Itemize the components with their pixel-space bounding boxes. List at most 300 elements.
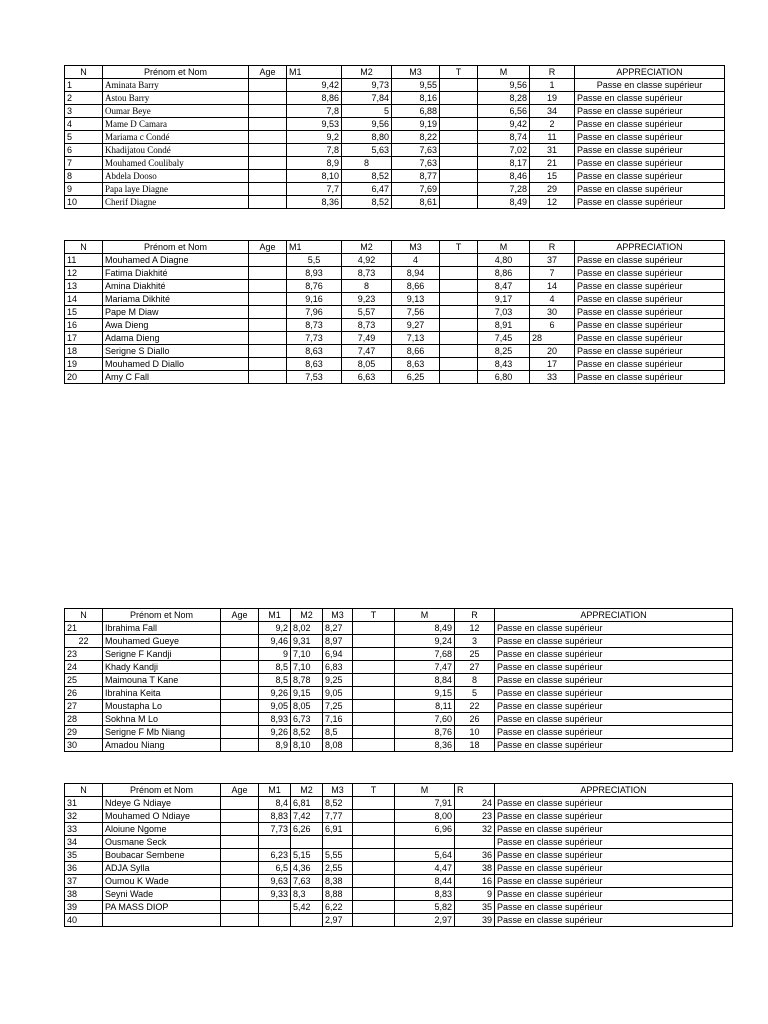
cell-m2: 7,10 bbox=[291, 648, 323, 661]
cell-m2: 7,84 bbox=[342, 92, 392, 105]
cell-name: Serigne F Mb Niang bbox=[103, 726, 221, 739]
cell-m2: 8,10 bbox=[291, 739, 323, 752]
grade-table-3 bbox=[64, 608, 733, 752]
table-row bbox=[65, 105, 725, 118]
table-row bbox=[65, 797, 733, 810]
cell-r: 2 bbox=[530, 118, 575, 131]
cell-r: 4 bbox=[530, 293, 575, 306]
cell-name: Amadou Niang bbox=[103, 739, 221, 752]
cell-t bbox=[353, 810, 395, 823]
cell-n: 36 bbox=[65, 862, 103, 875]
cell-n: 20 bbox=[65, 371, 103, 384]
cell-n: 18 bbox=[65, 345, 103, 358]
cell-r: 15 bbox=[530, 170, 575, 183]
cell-r: 12 bbox=[455, 622, 495, 635]
cell-m1: 8,93 bbox=[287, 267, 342, 280]
cell-t bbox=[353, 849, 395, 862]
cell-appreciation: Passe en classe supérieur bbox=[495, 687, 733, 700]
cell-n: 25 bbox=[65, 674, 103, 687]
table-row bbox=[65, 319, 725, 332]
header-m3: M3 bbox=[323, 784, 353, 797]
cell-age bbox=[249, 144, 287, 157]
grade-table-2 bbox=[64, 240, 725, 384]
cell-t bbox=[440, 280, 478, 293]
cell-appreciation: Passe en classe supérieur bbox=[495, 875, 733, 888]
cell-n: 10 bbox=[65, 196, 103, 209]
cell-m2: 9,31 bbox=[291, 635, 323, 648]
table-row bbox=[65, 914, 733, 927]
header-appreciation: APPRECIATION bbox=[575, 241, 725, 254]
cell-age bbox=[249, 319, 287, 332]
header-age: Age bbox=[221, 784, 259, 797]
cell-m: 6,96 bbox=[395, 823, 455, 836]
cell-age bbox=[221, 914, 259, 927]
table-row bbox=[65, 849, 733, 862]
cell-m1: 7,73 bbox=[287, 332, 342, 345]
cell-age bbox=[221, 661, 259, 674]
cell-age bbox=[249, 118, 287, 131]
cell-m3: 8,94 bbox=[392, 267, 440, 280]
cell-m1: 5,5 bbox=[287, 254, 342, 267]
cell-m: 8,49 bbox=[395, 622, 455, 635]
cell-appreciation: Passe en classe supérieur bbox=[575, 306, 725, 319]
cell-n: 3 bbox=[65, 105, 103, 118]
cell-m3: 2,97 bbox=[323, 914, 353, 927]
cell-t bbox=[353, 648, 395, 661]
cell-m: 8,28 bbox=[478, 92, 530, 105]
cell-m1: 7,73 bbox=[259, 823, 291, 836]
table-row bbox=[65, 810, 733, 823]
cell-m1: 8,73 bbox=[287, 319, 342, 332]
cell-r: 29 bbox=[530, 183, 575, 196]
cell-name: Amina Diakhité bbox=[103, 280, 249, 293]
header-r: R bbox=[530, 241, 575, 254]
header-m: M bbox=[478, 66, 530, 79]
cell-name: Khady Kandji bbox=[103, 661, 221, 674]
cell-m bbox=[395, 836, 455, 849]
grade-table-1 bbox=[64, 65, 725, 209]
cell-t bbox=[353, 914, 395, 927]
cell-age bbox=[221, 888, 259, 901]
cell-n: 32 bbox=[65, 810, 103, 823]
table-row bbox=[65, 739, 733, 752]
cell-m3: 9,55 bbox=[392, 79, 440, 92]
cell-m: 9,24 bbox=[395, 635, 455, 648]
cell-t bbox=[440, 170, 478, 183]
cell-m1: 9,26 bbox=[259, 726, 291, 739]
cell-m2: 9,23 bbox=[342, 293, 392, 306]
cell-m3: 7,63 bbox=[392, 157, 440, 170]
cell-appreciation: Passe en classe supérieur bbox=[575, 144, 725, 157]
header-m2: M2 bbox=[291, 609, 323, 622]
table-row bbox=[65, 862, 733, 875]
cell-r: 30 bbox=[530, 306, 575, 319]
cell-m3: 8,61 bbox=[392, 196, 440, 209]
cell-r: 36 bbox=[455, 849, 495, 862]
cell-t bbox=[440, 131, 478, 144]
cell-m: 8,74 bbox=[478, 131, 530, 144]
cell-m: 6,80 bbox=[478, 371, 530, 384]
cell-m3: 6,25 bbox=[392, 371, 440, 384]
header-age: Age bbox=[249, 66, 287, 79]
cell-m2: 8,80 bbox=[342, 131, 392, 144]
cell-m1: 8,5 bbox=[259, 661, 291, 674]
cell-m1 bbox=[259, 836, 291, 849]
cell-m3: 8,66 bbox=[392, 345, 440, 358]
cell-m: 7,60 bbox=[395, 713, 455, 726]
table-row bbox=[65, 687, 733, 700]
cell-name: Aloiune Ngome bbox=[103, 823, 221, 836]
cell-age bbox=[221, 849, 259, 862]
cell-n: 17 bbox=[65, 332, 103, 345]
cell-age bbox=[221, 875, 259, 888]
cell-r: 27 bbox=[455, 661, 495, 674]
cell-appreciation: Passe en classe supérieur bbox=[575, 118, 725, 131]
cell-t bbox=[353, 888, 395, 901]
cell-name: Abdela Dooso bbox=[103, 170, 249, 183]
table-row bbox=[65, 901, 733, 914]
cell-m: 7,03 bbox=[478, 306, 530, 319]
cell-appreciation: Passe en classe supérieur bbox=[575, 105, 725, 118]
cell-m1: 8,83 bbox=[259, 810, 291, 823]
cell-t bbox=[353, 622, 395, 635]
table-row bbox=[65, 875, 733, 888]
cell-t bbox=[440, 118, 478, 131]
cell-appreciation: Passe en classe supérieur bbox=[495, 823, 733, 836]
cell-m3: 5,55 bbox=[323, 849, 353, 862]
table-row bbox=[65, 836, 733, 849]
cell-name: Astou Barry bbox=[103, 92, 249, 105]
cell-r: 32 bbox=[455, 823, 495, 836]
cell-m1: 8,93 bbox=[259, 713, 291, 726]
cell-n: 40 bbox=[65, 914, 103, 927]
cell-m: 9,15 bbox=[395, 687, 455, 700]
header-name: Prénom et Nom bbox=[103, 784, 221, 797]
cell-m1: 6,5 bbox=[259, 862, 291, 875]
cell-m1: 8,63 bbox=[287, 358, 342, 371]
cell-r: 9 bbox=[455, 888, 495, 901]
table-row bbox=[65, 131, 725, 144]
cell-n: 29 bbox=[65, 726, 103, 739]
cell-m3: 6,94 bbox=[323, 648, 353, 661]
cell-m3: 9,19 bbox=[392, 118, 440, 131]
cell-appreciation: Passe en classe supérieur bbox=[575, 131, 725, 144]
cell-age bbox=[249, 79, 287, 92]
cell-t bbox=[440, 371, 478, 384]
cell-r: 16 bbox=[455, 875, 495, 888]
header-name: Prénom et Nom bbox=[103, 241, 249, 254]
cell-appreciation: Passe en classe supérieur bbox=[495, 700, 733, 713]
cell-m2: 9,73 bbox=[342, 79, 392, 92]
cell-age bbox=[221, 739, 259, 752]
grade-table-4 bbox=[64, 783, 733, 927]
cell-appreciation: Passe en classe supérieur bbox=[575, 332, 725, 345]
cell-m1: 9,26 bbox=[259, 687, 291, 700]
header-r: R bbox=[530, 66, 575, 79]
cell-n: 16 bbox=[65, 319, 103, 332]
cell-m: 7,45 bbox=[478, 332, 530, 345]
header-row bbox=[65, 241, 725, 254]
cell-name: Khadijatou Condé bbox=[103, 144, 249, 157]
cell-r: 17 bbox=[530, 358, 575, 371]
cell-n: 31 bbox=[65, 797, 103, 810]
cell-m3: 8,97 bbox=[323, 635, 353, 648]
cell-appreciation: Passe en classe supérieur bbox=[495, 739, 733, 752]
table-row bbox=[65, 726, 733, 739]
cell-t bbox=[440, 183, 478, 196]
header-r: R bbox=[455, 609, 495, 622]
cell-appreciation: Passe en classe supérieur bbox=[575, 319, 725, 332]
cell-m: 4,80 bbox=[478, 254, 530, 267]
cell-n: 23 bbox=[65, 648, 103, 661]
cell-name: Mariama c Condé bbox=[103, 131, 249, 144]
header-r: R bbox=[455, 784, 495, 797]
cell-r: 38 bbox=[455, 862, 495, 875]
cell-m2: 8,52 bbox=[291, 726, 323, 739]
cell-m: 8,47 bbox=[478, 280, 530, 293]
cell-r: 14 bbox=[530, 280, 575, 293]
cell-appreciation: Passe en classe supérieur bbox=[575, 293, 725, 306]
cell-t bbox=[353, 797, 395, 810]
cell-m1: 8,9 bbox=[259, 739, 291, 752]
table-row bbox=[65, 371, 725, 384]
cell-appreciation: Passe en classe supérieur bbox=[495, 901, 733, 914]
cell-m3: 9,27 bbox=[392, 319, 440, 332]
cell-age bbox=[221, 901, 259, 914]
cell-m2: 9,56 bbox=[342, 118, 392, 131]
cell-m2: 8 bbox=[342, 280, 392, 293]
table-row bbox=[65, 92, 725, 105]
cell-r: 19 bbox=[530, 92, 575, 105]
cell-m3: 6,83 bbox=[323, 661, 353, 674]
cell-name: Ibrahima Fall bbox=[103, 622, 221, 635]
table-row bbox=[65, 267, 725, 280]
cell-appreciation: Passe en classe supérieur bbox=[575, 183, 725, 196]
cell-r: 8 bbox=[455, 674, 495, 687]
cell-t bbox=[440, 157, 478, 170]
cell-appreciation: Passe en classe supérieur bbox=[495, 797, 733, 810]
header-m2: M2 bbox=[342, 241, 392, 254]
cell-t bbox=[440, 332, 478, 345]
header-age: Age bbox=[221, 609, 259, 622]
cell-m3: 8,66 bbox=[392, 280, 440, 293]
cell-m2: 7,63 bbox=[291, 875, 323, 888]
cell-t bbox=[440, 144, 478, 157]
cell-m2: 9,15 bbox=[291, 687, 323, 700]
cell-r: 31 bbox=[530, 144, 575, 157]
cell-n: 14 bbox=[65, 293, 103, 306]
header-m1: M1 bbox=[287, 66, 342, 79]
cell-m1: 8,76 bbox=[287, 280, 342, 293]
cell-m: 5,82 bbox=[395, 901, 455, 914]
cell-name: Maimouna T Kane bbox=[103, 674, 221, 687]
cell-n: 39 bbox=[65, 901, 103, 914]
table-row bbox=[65, 358, 725, 371]
cell-m2: 5 bbox=[342, 105, 392, 118]
cell-m2: 8 bbox=[342, 157, 392, 170]
cell-name: Mouhamed Coulibaly bbox=[103, 157, 249, 170]
header-n: N bbox=[65, 241, 103, 254]
cell-m: 8,83 bbox=[395, 888, 455, 901]
table-row bbox=[65, 700, 733, 713]
cell-r: 6 bbox=[530, 319, 575, 332]
cell-m3: 7,63 bbox=[392, 144, 440, 157]
cell-m: 8,00 bbox=[395, 810, 455, 823]
cell-age bbox=[221, 726, 259, 739]
cell-m2: 8,05 bbox=[342, 358, 392, 371]
cell-name: Cherif Diagne bbox=[103, 196, 249, 209]
cell-m: 2,97 bbox=[395, 914, 455, 927]
cell-age bbox=[249, 196, 287, 209]
cell-m: 8,76 bbox=[395, 726, 455, 739]
cell-t bbox=[440, 293, 478, 306]
cell-appreciation: Passe en classe supérieur bbox=[495, 836, 733, 849]
cell-r: 18 bbox=[455, 739, 495, 752]
cell-appreciation: Passe en classe supérieur bbox=[495, 914, 733, 927]
cell-m2: 8,3 bbox=[291, 888, 323, 901]
cell-r: 22 bbox=[455, 700, 495, 713]
cell-m: 7,68 bbox=[395, 648, 455, 661]
cell-appreciation: Passe en classe supérieur bbox=[495, 726, 733, 739]
header-t: T bbox=[440, 66, 478, 79]
cell-appreciation: Passe en classe supérieur bbox=[575, 196, 725, 209]
cell-m1: 9,2 bbox=[259, 622, 291, 635]
header-row bbox=[65, 784, 733, 797]
cell-appreciation: Passe en classe supérieur bbox=[575, 92, 725, 105]
cell-m3: 8,22 bbox=[392, 131, 440, 144]
cell-m1: 8,9 bbox=[287, 157, 342, 170]
cell-m3: 9,05 bbox=[323, 687, 353, 700]
cell-m3: 8,27 bbox=[323, 622, 353, 635]
table-row bbox=[65, 345, 725, 358]
header-m3: M3 bbox=[392, 241, 440, 254]
cell-n: 30 bbox=[65, 739, 103, 752]
cell-t bbox=[440, 319, 478, 332]
cell-age bbox=[249, 131, 287, 144]
cell-age bbox=[221, 622, 259, 635]
table-row bbox=[65, 823, 733, 836]
cell-t bbox=[353, 875, 395, 888]
header-m3: M3 bbox=[392, 66, 440, 79]
cell-r: 25 bbox=[455, 648, 495, 661]
cell-m1: 8,5 bbox=[259, 674, 291, 687]
cell-m: 8,36 bbox=[395, 739, 455, 752]
cell-t bbox=[440, 105, 478, 118]
cell-t bbox=[353, 739, 395, 752]
cell-name: Ousmane Seck bbox=[103, 836, 221, 849]
cell-m2: 7,49 bbox=[342, 332, 392, 345]
cell-m2: 6,47 bbox=[342, 183, 392, 196]
cell-m3 bbox=[323, 836, 353, 849]
cell-n: 5 bbox=[65, 131, 103, 144]
cell-appreciation: Passe en classe supérieur bbox=[575, 345, 725, 358]
cell-age bbox=[249, 358, 287, 371]
cell-t bbox=[440, 358, 478, 371]
cell-m1 bbox=[259, 901, 291, 914]
cell-age bbox=[221, 700, 259, 713]
header-m: M bbox=[395, 784, 455, 797]
cell-appreciation: Passe en classe supérieur bbox=[575, 254, 725, 267]
cell-m3: 8,52 bbox=[323, 797, 353, 810]
cell-m2: 6,26 bbox=[291, 823, 323, 836]
cell-m1: 7,53 bbox=[287, 371, 342, 384]
cell-name: Adama Dieng bbox=[103, 332, 249, 345]
cell-m1: 9,63 bbox=[259, 875, 291, 888]
table-row bbox=[65, 306, 725, 319]
cell-t bbox=[353, 674, 395, 687]
cell-t bbox=[440, 306, 478, 319]
table-row bbox=[65, 888, 733, 901]
cell-m2: 6,73 bbox=[291, 713, 323, 726]
cell-t bbox=[353, 862, 395, 875]
cell-n: 9 bbox=[65, 183, 103, 196]
cell-appreciation: Passe en classe supérieur bbox=[575, 157, 725, 170]
cell-m2: 7,42 bbox=[291, 810, 323, 823]
cell-name: Serigne F Kandji bbox=[103, 648, 221, 661]
cell-m3: 4 bbox=[392, 254, 440, 267]
cell-m: 8,44 bbox=[395, 875, 455, 888]
cell-age bbox=[249, 254, 287, 267]
cell-m: 7,91 bbox=[395, 797, 455, 810]
cell-age bbox=[221, 823, 259, 836]
cell-m2: 4,92 bbox=[342, 254, 392, 267]
cell-age bbox=[221, 674, 259, 687]
cell-n: 22 bbox=[65, 635, 103, 648]
cell-appreciation: Passe en classe supérieur bbox=[495, 849, 733, 862]
table-row bbox=[65, 293, 725, 306]
cell-n: 12 bbox=[65, 267, 103, 280]
cell-age bbox=[221, 687, 259, 700]
cell-m2: 7,47 bbox=[342, 345, 392, 358]
cell-m1: 9,53 bbox=[287, 118, 342, 131]
header-appreciation: APPRECIATION bbox=[575, 66, 725, 79]
cell-m: 8,49 bbox=[478, 196, 530, 209]
cell-m3: 7,25 bbox=[323, 700, 353, 713]
cell-m: 8,86 bbox=[478, 267, 530, 280]
cell-n: 1 bbox=[65, 79, 103, 92]
cell-m3: 8,77 bbox=[392, 170, 440, 183]
cell-m1: 8,86 bbox=[287, 92, 342, 105]
cell-n: 15 bbox=[65, 306, 103, 319]
cell-name: Awa Dieng bbox=[103, 319, 249, 332]
cell-appreciation: Passe en classe supérieur bbox=[495, 635, 733, 648]
header-n: N bbox=[65, 784, 103, 797]
cell-m1: 9,46 bbox=[259, 635, 291, 648]
cell-m1: 7,8 bbox=[287, 144, 342, 157]
cell-name: Fatima Diakhité bbox=[103, 267, 249, 280]
cell-age bbox=[249, 92, 287, 105]
cell-m1: 7,96 bbox=[287, 306, 342, 319]
header-appreciation: APPRECIATION bbox=[495, 609, 733, 622]
cell-name: Moustapha Lo bbox=[103, 700, 221, 713]
cell-name: Aminata Barry bbox=[103, 79, 249, 92]
cell-m2: 5,57 bbox=[342, 306, 392, 319]
cell-t bbox=[353, 726, 395, 739]
cell-name: Boubacar Sembene bbox=[103, 849, 221, 862]
cell-r: 12 bbox=[530, 196, 575, 209]
cell-name: PA MASS DIOP bbox=[103, 901, 221, 914]
table-row bbox=[65, 144, 725, 157]
cell-appreciation: Passe en classe supérieur bbox=[575, 79, 725, 92]
cell-age bbox=[221, 810, 259, 823]
cell-r: 23 bbox=[455, 810, 495, 823]
cell-name: Oumou K Wade bbox=[103, 875, 221, 888]
cell-m1: 9,05 bbox=[259, 700, 291, 713]
cell-appreciation: Passe en classe supérieur bbox=[495, 622, 733, 635]
cell-m: 7,28 bbox=[478, 183, 530, 196]
table-row bbox=[65, 332, 725, 345]
cell-t bbox=[353, 713, 395, 726]
